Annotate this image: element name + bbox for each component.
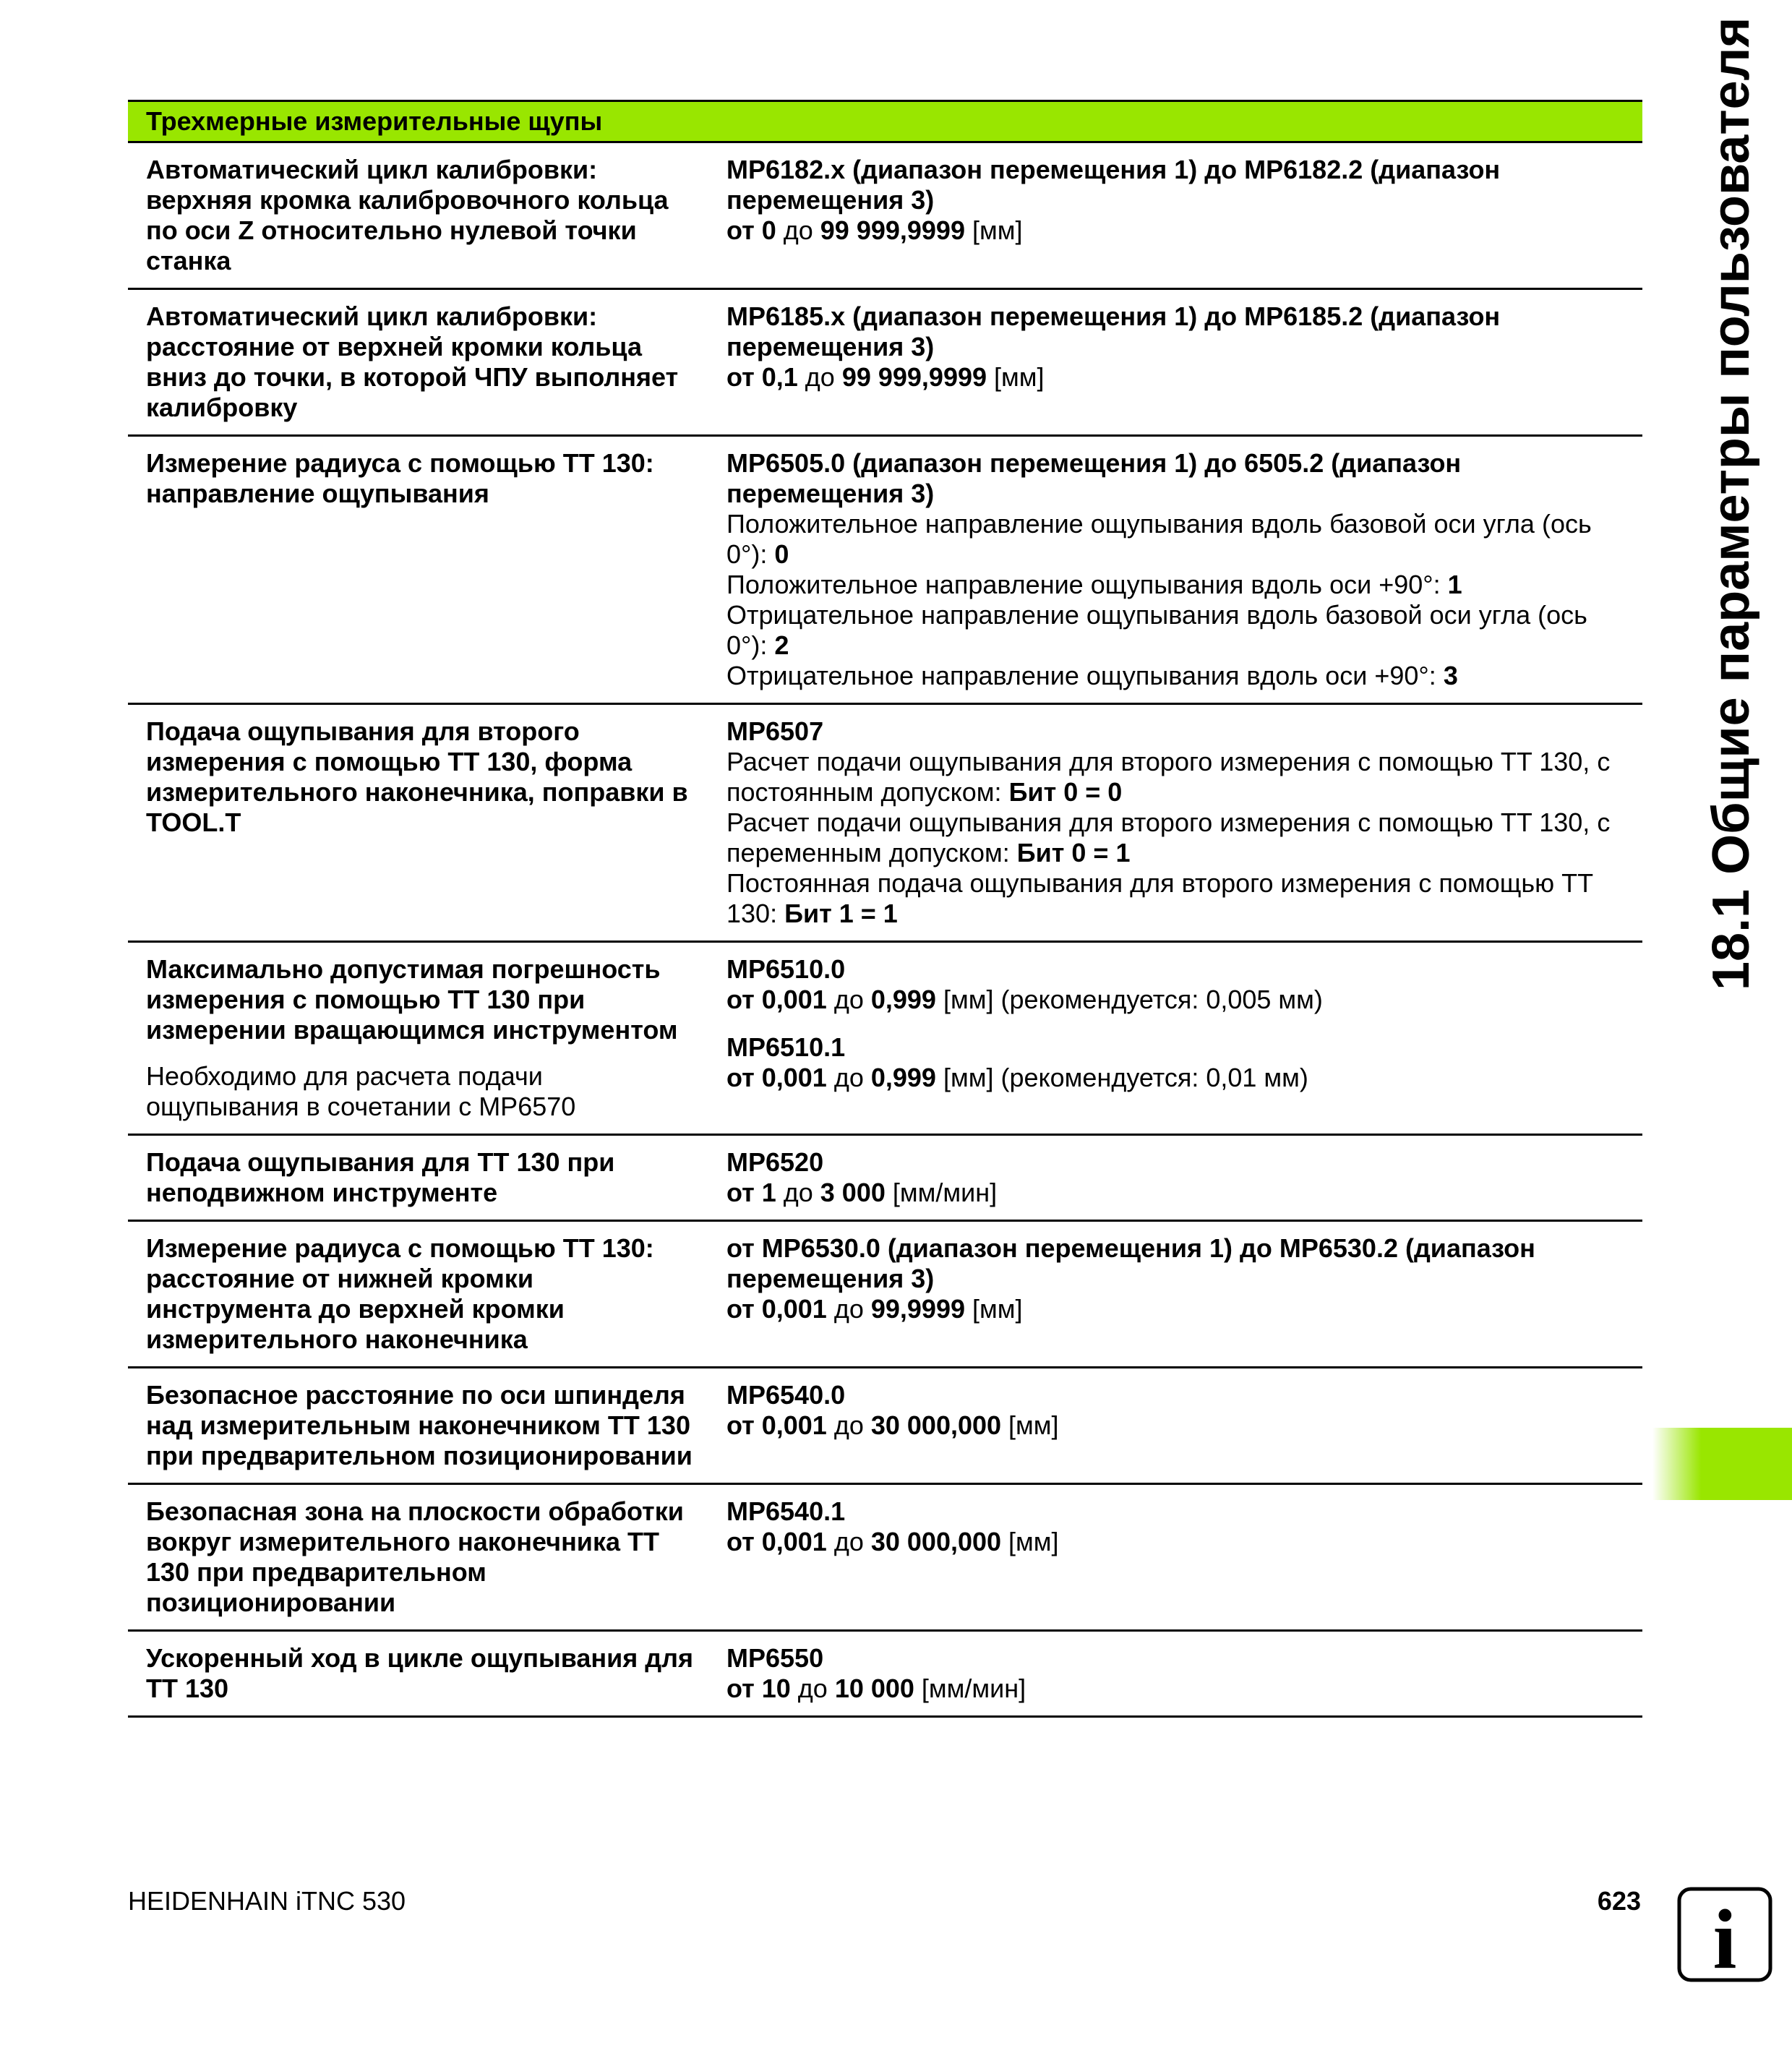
parameter-description	[128, 716, 708, 929]
value-text-bold: 10 000	[834, 1674, 914, 1703]
value-text-bold: Бит 1 = 1	[784, 899, 898, 928]
info-icon	[1677, 1887, 1772, 1982]
value-line	[726, 448, 1628, 509]
value-line	[726, 1063, 1628, 1093]
parameter-description	[128, 155, 708, 276]
value-text-bold: MP6540.1	[726, 1496, 846, 1526]
parameters-table	[128, 100, 1642, 1718]
parameter-description	[128, 1380, 708, 1471]
parameter-values	[708, 1643, 1642, 1704]
value-text: [мм]	[965, 1294, 1023, 1324]
value-text-bold: MP6550	[726, 1643, 824, 1673]
parameter-label: Безопасное расстояние по оси шпинделя над измерительным наконечником TT 130 при предварительном позиционировании	[146, 1380, 693, 1470]
parameter-label: Измерение радиуса с помощью TT 130: направление ощупывания	[146, 448, 654, 508]
value-line	[726, 600, 1628, 661]
parameter-label: Максимально допустимая погрешность измерения с помощью TT 130 при измерении вращающимся инструментом	[146, 954, 678, 1045]
value-line	[726, 747, 1628, 807]
table-row	[128, 143, 1642, 290]
table-row	[128, 943, 1642, 1136]
value-text: Положительное направление ощупывания вдоль оси +90°:	[726, 570, 1448, 599]
table-row	[128, 1485, 1642, 1632]
value-text-bold: 30 000,000	[870, 1410, 1002, 1440]
value-text-bold: от 0,1	[726, 362, 798, 392]
value-text: до	[776, 1178, 820, 1207]
value-line	[726, 868, 1628, 929]
parameter-values	[708, 1147, 1642, 1208]
value-line	[726, 570, 1628, 600]
value-text-bold: 3 000	[820, 1178, 886, 1207]
value-line	[726, 1496, 1628, 1527]
value-text-bold: от 0	[726, 215, 776, 245]
value-text-bold: от 10	[726, 1674, 791, 1703]
value-text: [мм]	[1001, 1410, 1059, 1440]
parameter-label: Подача ощупывания для TT 130 при неподвижном инструменте	[146, 1147, 615, 1207]
value-line	[726, 716, 1628, 747]
table-row	[128, 705, 1642, 943]
value-line	[726, 1032, 1628, 1063]
table-row	[128, 437, 1642, 705]
parameter-label: Автоматический цикл калибровки: расстояние от верхней кромки кольца вниз до точки, в которой ЧПУ выполняет калибровку	[146, 301, 679, 422]
value-text: до	[790, 1674, 835, 1703]
value-line	[726, 1380, 1628, 1410]
value-text-bold: 99,9999	[870, 1294, 965, 1324]
table-row	[128, 1136, 1642, 1222]
value-text: до	[826, 1294, 871, 1324]
parameter-label: Автоматический цикл калибровки: верхняя кромка калибровочного кольца по оси Z относительно нулевой точки станка	[146, 155, 669, 275]
value-text-bold: 0,999	[870, 985, 936, 1014]
value-text: до	[826, 1410, 871, 1440]
parameter-label: Безопасная зона на плоскости обработки вокруг измерительного наконечника TT 130 при предварительном позиционировании	[146, 1496, 684, 1617]
section-header: Трехмерные измерительные щупы	[128, 100, 1642, 143]
value-text-bold: 99 999,9999	[841, 362, 987, 392]
value-text: Расчет подачи ощупывания для второго измерения с помощью TT 130, с переменным допуском:	[726, 807, 1611, 867]
value-text-bold: от MP6530.0 (диапазон перемещения 1) до MP6530.2 (диапазон перемещения 3)	[726, 1233, 1535, 1293]
parameter-description	[128, 301, 708, 423]
parameter-values	[708, 1233, 1642, 1355]
value-text-bold: MP6505.0 (диапазон перемещения 1) до 6505.2 (диапазон перемещения 3)	[726, 448, 1462, 508]
table-body	[128, 143, 1642, 1718]
value-text: Отрицательное направление ощупывания вдоль оси +90°:	[726, 661, 1444, 690]
footer-product-name: HEIDENHAIN iTNC 530	[128, 1886, 406, 1916]
value-text-bold: 30 000,000	[870, 1527, 1002, 1556]
value-text: [мм]	[964, 215, 1023, 245]
value-text: [мм/мин]	[885, 1178, 998, 1207]
parameter-label: Ускоренный ход в цикле ощупывания для TT 130	[146, 1643, 693, 1703]
parameter-description	[128, 1147, 708, 1208]
value-text: до	[797, 362, 842, 392]
table-row	[128, 1368, 1642, 1485]
value-line	[726, 1674, 1628, 1704]
value-text-bold: от 0,001	[726, 985, 827, 1014]
value-text-bold: 2	[774, 630, 789, 660]
value-text-bold: от 1	[726, 1178, 776, 1207]
value-text: [мм]	[1001, 1527, 1059, 1556]
value-text-bold: Бит 0 = 1	[1016, 838, 1131, 867]
parameter-values	[708, 1380, 1642, 1471]
value-text-bold: от 0,001	[726, 1294, 827, 1324]
value-text-bold: MP6540.0	[726, 1380, 846, 1410]
value-line	[726, 155, 1628, 215]
value-line	[726, 1178, 1628, 1208]
value-text-bold: MP6510.0	[726, 954, 846, 984]
value-text-bold: 0	[774, 539, 789, 569]
parameter-label: Измерение радиуса с помощью TT 130: расстояние от нижней кромки инструмента до верхней кромки измерительного наконечника	[146, 1233, 654, 1354]
value-line	[726, 1527, 1628, 1557]
page-number: 623	[1597, 1886, 1641, 1916]
value-text-bold: 1	[1447, 570, 1462, 599]
value-line	[726, 954, 1628, 985]
table-row	[128, 290, 1642, 437]
value-text-bold: MP6182.x (диапазон перемещения 1) до MP6182.2 (диапазон перемещения 3)	[726, 155, 1501, 215]
parameter-description	[128, 954, 708, 1122]
value-line	[726, 362, 1628, 393]
value-text-bold: Бит 0 = 0	[1008, 777, 1123, 807]
value-text: до	[826, 1063, 871, 1092]
value-text-bold: MP6507	[726, 716, 824, 746]
value-text: Постоянная подача ощупывания для второго измерения с помощью TT 130:	[726, 868, 1593, 928]
value-line	[726, 1294, 1628, 1324]
chapter-tab-marker	[1652, 1428, 1792, 1500]
value-line	[726, 215, 1628, 246]
value-text: Расчет подачи ощупывания для второго измерения с помощью TT 130, с постоянным допуском:	[726, 747, 1611, 807]
parameter-description	[128, 1643, 708, 1704]
value-text-bold: 3	[1443, 661, 1458, 690]
value-text: до	[826, 1527, 871, 1556]
parameter-values	[708, 301, 1642, 423]
value-text: [мм] (рекомендуется: 0,01 мм)	[935, 1063, 1308, 1092]
value-text: Положительное направление ощупывания вдоль базовой оси угла (ось 0°):	[726, 509, 1592, 569]
value-text: до	[776, 215, 820, 245]
value-text-bold: от 0,001	[726, 1063, 827, 1092]
value-text-bold: MP6520	[726, 1147, 824, 1177]
value-text: Отрицательное направление ощупывания вдоль базовой оси угла (ось 0°):	[726, 600, 1587, 660]
parameter-values	[708, 954, 1642, 1122]
value-text: [мм/мин]	[914, 1674, 1026, 1703]
value-text-bold: 0,999	[870, 1063, 936, 1092]
value-line	[726, 301, 1628, 362]
svg-text:i: i	[1712, 1892, 1737, 1982]
value-line	[726, 1233, 1628, 1294]
value-line	[726, 1643, 1628, 1674]
value-line	[726, 661, 1628, 691]
value-text: [мм] (рекомендуется: 0,005 мм)	[935, 985, 1323, 1014]
value-text-bold: MP6185.x (диапазон перемещения 1) до MP6185.2 (диапазон перемещения 3)	[726, 301, 1501, 361]
value-text-bold: от 0,001	[726, 1527, 827, 1556]
parameter-note: Необходимо для расчета подачи ощупывания в сочетании с MP6570	[146, 1061, 576, 1121]
parameter-label: Подача ощупывания для второго измерения с помощью TT 130, форма измерительного наконечника, поправки в TOOL.T	[146, 716, 688, 837]
value-text: [мм]	[987, 362, 1045, 392]
value-line	[726, 1410, 1628, 1441]
value-line	[726, 807, 1628, 868]
chapter-side-title: 18.1 Общие параметры пользователя	[1702, 17, 1760, 990]
value-text-bold: MP6510.1	[726, 1032, 846, 1062]
value-text-bold: от 0,001	[726, 1410, 827, 1440]
value-line	[726, 985, 1628, 1015]
table-row	[128, 1222, 1642, 1368]
table-row	[128, 1632, 1642, 1718]
parameter-description	[128, 1233, 708, 1355]
parameter-values	[708, 448, 1642, 691]
value-text: до	[826, 985, 871, 1014]
parameter-values	[708, 1496, 1642, 1618]
value-line	[726, 509, 1628, 570]
parameter-description	[128, 1496, 708, 1618]
value-line	[726, 1147, 1628, 1178]
parameter-values	[708, 155, 1642, 276]
parameter-values	[708, 716, 1642, 929]
value-text-bold: 99 999,9999	[820, 215, 965, 245]
parameter-description	[128, 448, 708, 691]
